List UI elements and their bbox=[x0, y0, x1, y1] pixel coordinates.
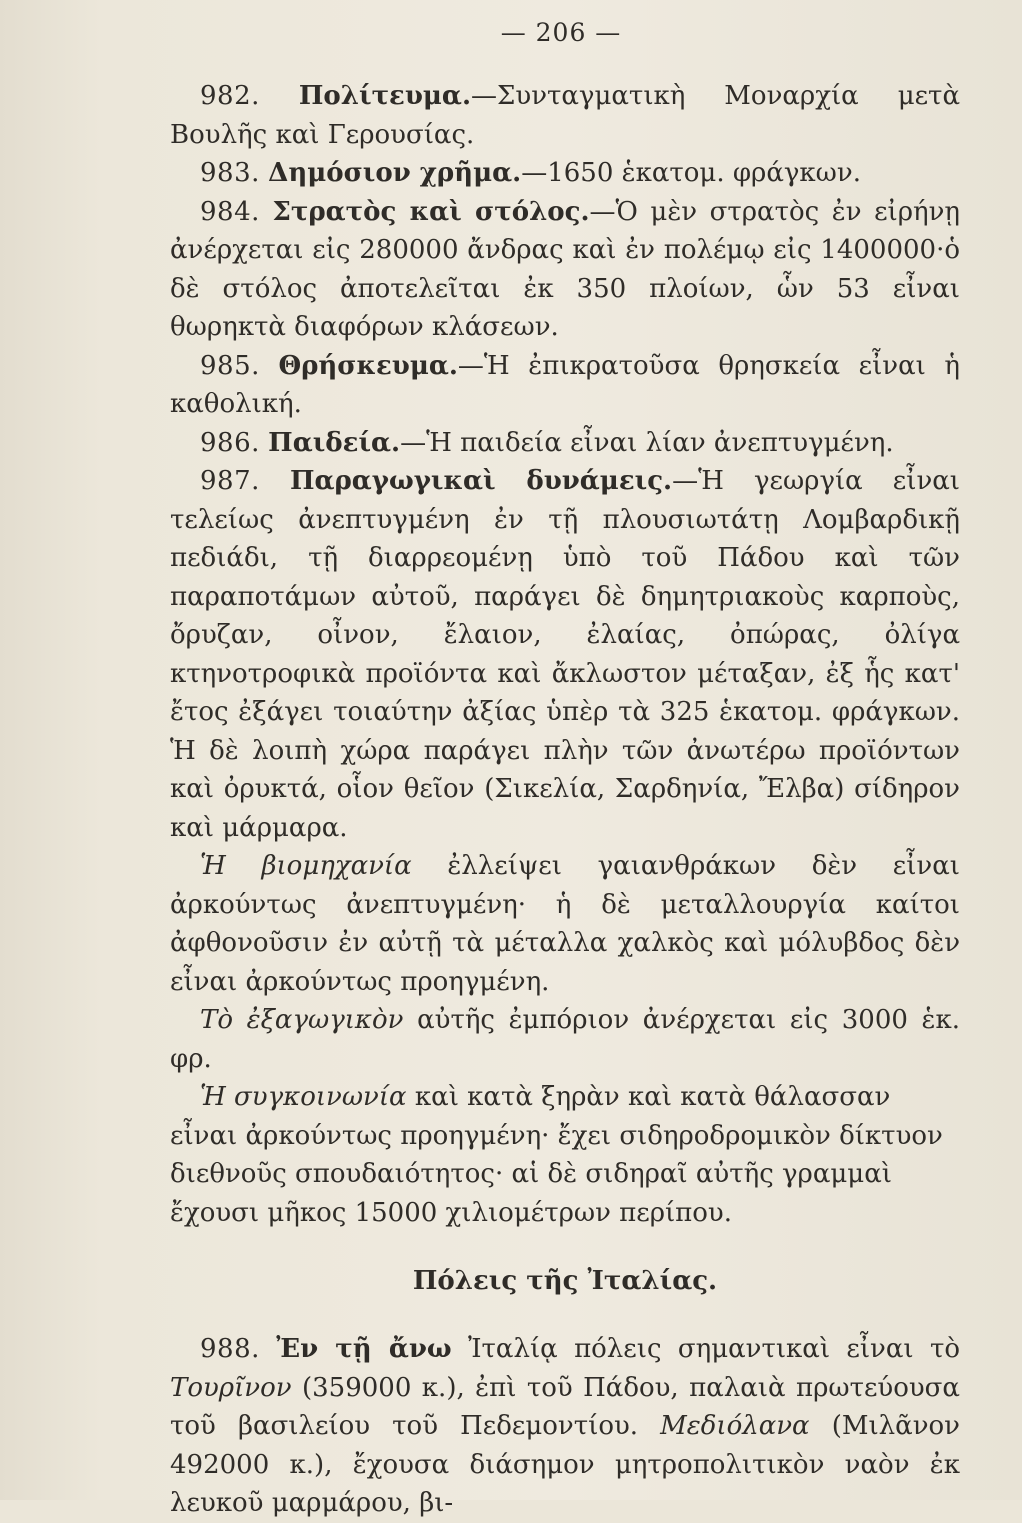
page-number: — 206 — bbox=[500, 18, 622, 47]
entry-number: 985. bbox=[200, 350, 260, 381]
entry-heading: Στρατὸς καὶ στόλος. bbox=[272, 196, 590, 227]
entry-982 bbox=[170, 77, 960, 154]
entry-heading: Παραγωγικαὶ δυνάμεις. bbox=[289, 466, 673, 496]
entry-text: —Ἡ παιδεία εἶναι λίαν ἀνεπτυγμένη. bbox=[400, 427, 894, 458]
entry-number: 984. bbox=[200, 196, 260, 227]
entry-number: 986. bbox=[200, 427, 260, 458]
paragraph-lead: Τὸ ἐξαγωγικὸν bbox=[200, 1005, 404, 1035]
entry-number: 983. bbox=[200, 158, 260, 188]
entry-heading: Ἐν τῇ ἄνω bbox=[276, 1334, 452, 1364]
entry-text: —Ἡ ἐπικρατοῦσα θρησκεία εἶναι ἡ καθολική. bbox=[170, 350, 960, 419]
paragraph-text: ἐλλείψει γαιανθράκων δὲν εἶναι ἀρκούντως ἀνεπτυγμένη· ἡ δὲ μεταλλουργία καίτοι ἀφθονοῦσιν ἐν αὐτῇ τὰ μέταλλα χαλκὸς καὶ μόλυβδος δὲν εἶναι ἀρκούντως προηγμένη. bbox=[170, 851, 960, 997]
city-name-milan: Μεδιόλανα bbox=[660, 1411, 810, 1441]
entry-text: —Ἡ γεωργία εἶναι τελείως ἀνεπτυγμένη ἐν τῇ πλουσιωτάτῃ Λομβαρδικῇ πεδιάδι, τῇ διαρρεομένῃ ὑπὸ τοῦ Πάδου καὶ τῶν παραποτάμων αὐτοῦ, παράγει δὲ δημητριακοὺς καρποὺς, ὄρυζαν, οἶνον, ἔλαιον, ἐλαίας, ὀπώρας, ὀλίγα κτηνοτροφικὰ προϊόντα καὶ ἄκλωστον μέταξαν, ἐξ ἧς κατ' ἔτος ἐξάγει τοιαύτην ἀξίας ὑπὲρ τὰ 325 ἑκατομ. φράγκων. Ἡ δὲ λοιπὴ χώρα παράγει πλὴν τῶν ἀνωτέρω προϊόντων καὶ ὀρυκτά, οἷον θεῖον (Σικελία, Σαρδηνία, Ἔλβα) σίδηρον καὶ μάρμαρα. bbox=[170, 466, 960, 843]
entry-number: 987. bbox=[200, 466, 260, 496]
entry-heading: Πολίτευμα. bbox=[298, 81, 471, 111]
paragraph-export bbox=[170, 1001, 960, 1078]
city-name-turin: Τουρῖνον bbox=[170, 1372, 292, 1403]
paragraph-text: αὐτῆς ἐμπόριον ἀνέρχεται εἰς 3000 ἑκ. φρ. bbox=[170, 1005, 961, 1074]
entry-heading: Δημόσιον χρῆμα. bbox=[268, 158, 522, 188]
paragraph-industry bbox=[170, 847, 960, 1001]
entry-text: Ἰταλίᾳ πόλεις σημαντικαὶ εἶναι τὸ bbox=[451, 1334, 961, 1364]
entry-text: (359000 κ.), ἐπὶ τοῦ Πάδου, παλαιὰ πρωτεύουσα τοῦ βασιλείου τοῦ Πεδεμοντίου. bbox=[170, 1372, 960, 1441]
entry-text: (Μιλᾶνον 492000 κ.), ἔχουσα διάσημον μητροπολιτικὸν ναὸν ἐκ λευκοῦ μαρμάρου, βι- bbox=[170, 1411, 960, 1518]
entry-986 bbox=[170, 424, 960, 463]
entry-heading: Θρήσκευμα. bbox=[278, 350, 458, 381]
entry-985 bbox=[170, 347, 960, 424]
entry-text: —Ὁ μὲν στρατὸς ἐν εἰρήνῃ ἀνέρχεται εἰς 280000 ἄνδρας καὶ ἐν πολέμῳ εἰς 1400000·ὁ δὲ στόλος ἀποτελεῖται ἐκ 350 πλοίων, ὧν 53 εἶναι θωρηκτὰ διαφόρων κλάσεων. bbox=[170, 196, 960, 342]
paragraph-lead: Ἡ συγκοινωνία bbox=[200, 1082, 407, 1112]
entry-988 bbox=[170, 1330, 960, 1523]
paragraph-lead: Ἡ βιομηχανία bbox=[200, 851, 412, 881]
entry-number: 982. bbox=[200, 81, 260, 111]
entry-heading: Παιδεία. bbox=[268, 427, 401, 458]
entry-text: —1650 ἑκατομ. φράγκων. bbox=[521, 158, 861, 188]
entry-983 bbox=[170, 154, 960, 193]
paragraph-text: καὶ κατὰ ξηρὰν καὶ κατὰ θάλασσαν εἶναι ἀρκούντως προηγμένη· ἔχει σιδηροδρομικὸν δίκτυον διεθνοῦς σπουδαιότητος· αἱ δὲ σιδηραῖ αὐτῆς γραμμαὶ ἔχουσι μῆκος 15000 χιλιομέτρων περίπου. bbox=[170, 1082, 943, 1228]
entry-number: 988. bbox=[200, 1334, 260, 1364]
section-title: Πόλεις τῆς Ἰταλίας. bbox=[412, 1266, 718, 1296]
entry-text: —Συνταγματικὴ Μοναρχία μετὰ Βουλῆς καὶ Γερουσίας. bbox=[170, 81, 960, 150]
entry-984 bbox=[170, 193, 960, 347]
paragraph-communication bbox=[170, 1078, 960, 1232]
entry-987 bbox=[170, 462, 960, 847]
